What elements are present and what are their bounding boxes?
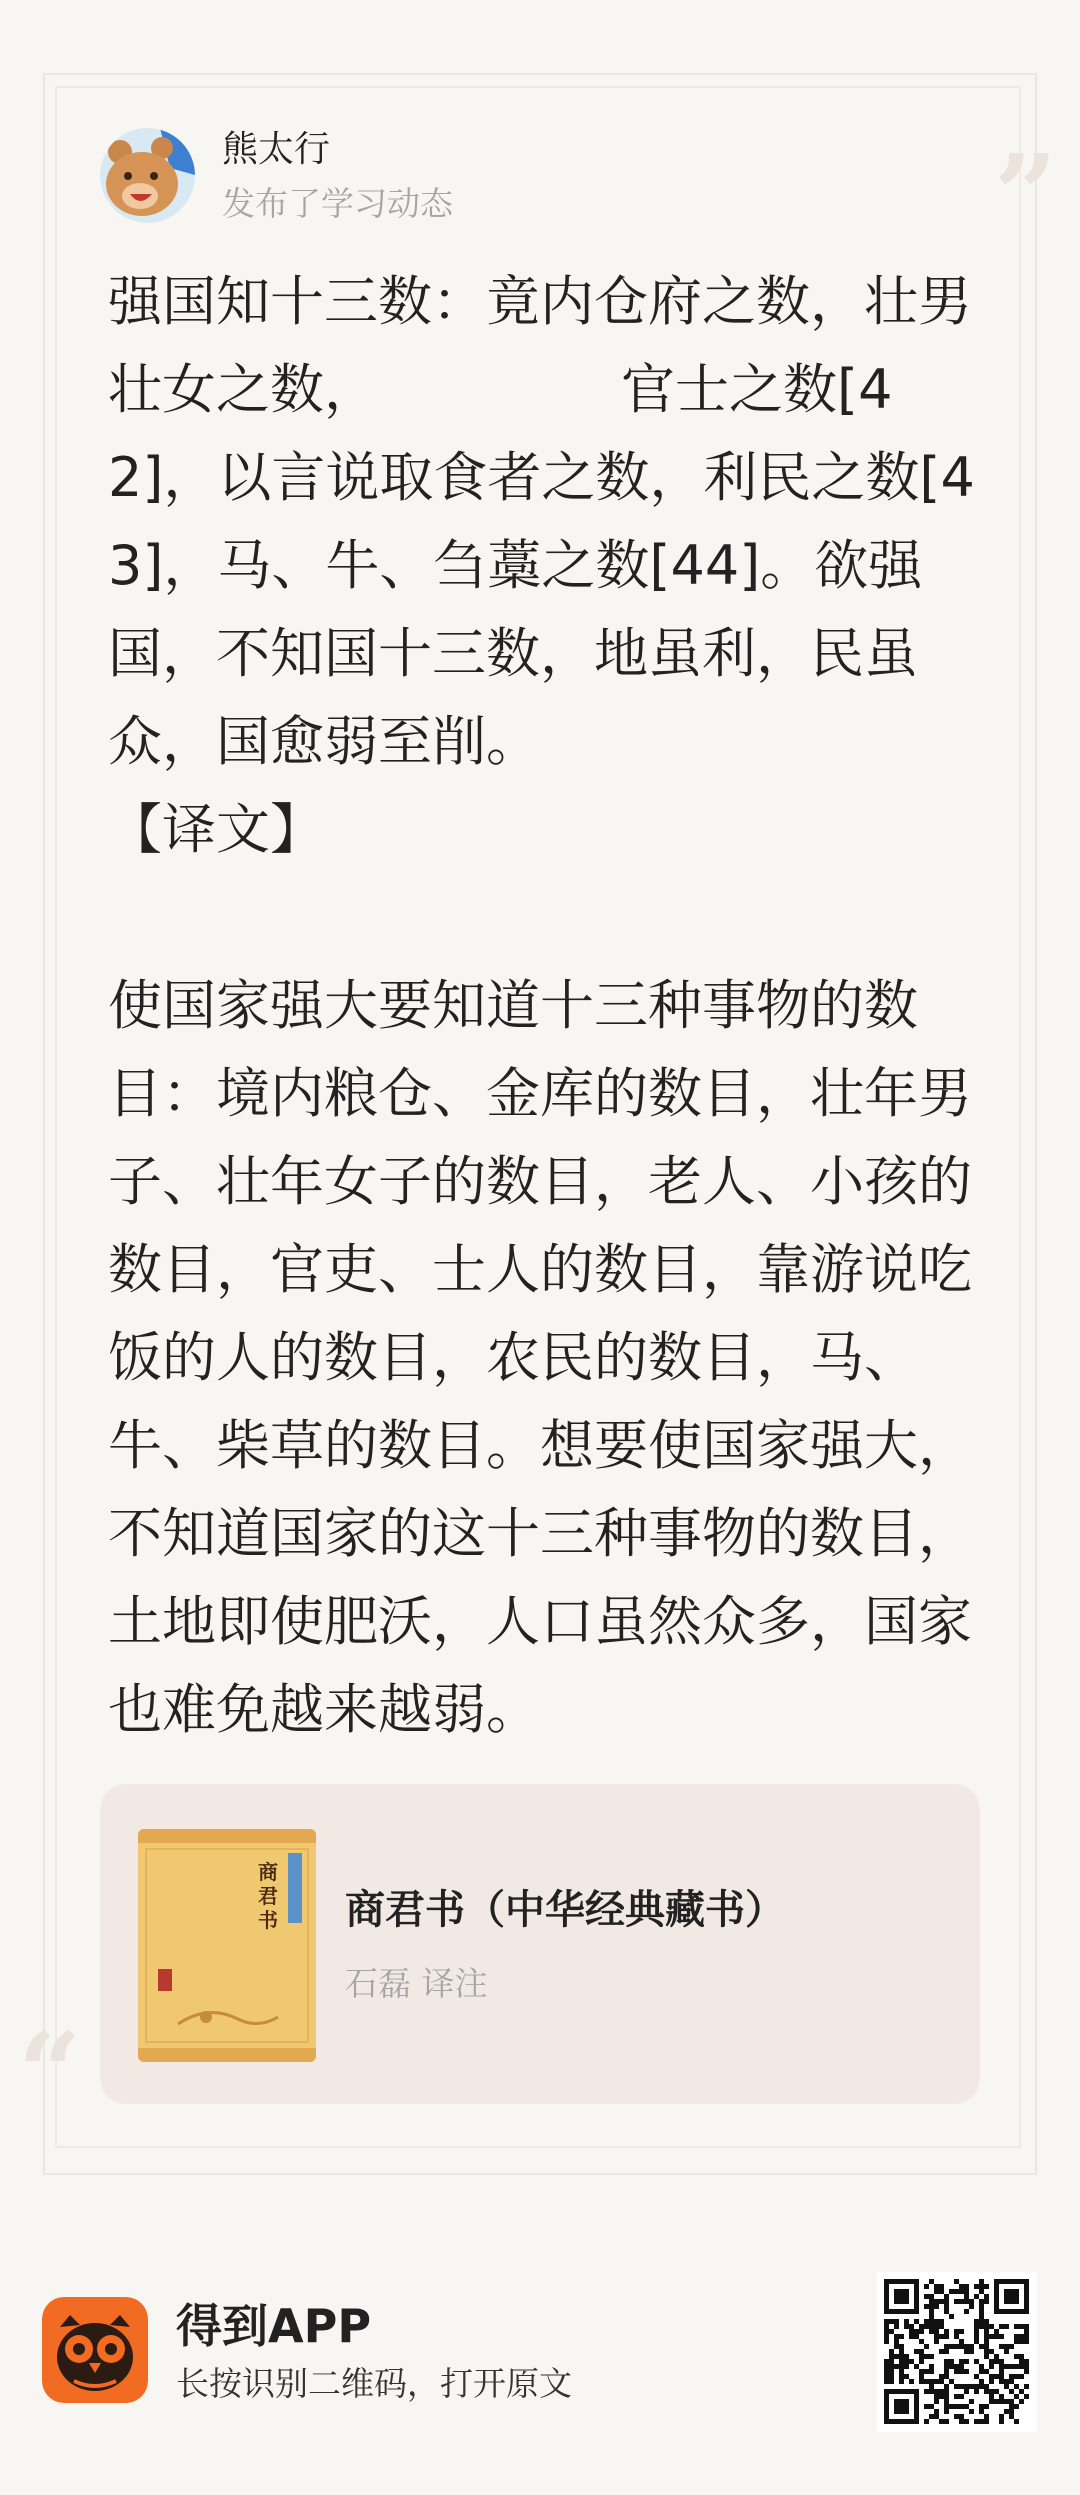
svg-text:书: 书 xyxy=(258,1908,278,1932)
svg-text:商: 商 xyxy=(258,1860,278,1884)
book-author: 石磊 译注 xyxy=(345,1964,488,2003)
author-action: 发布了学习动态 xyxy=(222,184,453,223)
avatar[interactable] xyxy=(100,128,195,223)
qr-code[interactable] xyxy=(877,2272,1037,2432)
book-cover-image xyxy=(138,1829,316,2062)
left-quote-icon: “ xyxy=(18,2008,82,2137)
svg-text:君: 君 xyxy=(258,1884,278,1908)
post-body: 强国知十三数：竟内仓府之数，壮男壮女之数， 官士之数[42]，以言说取食者之数，利民之数[43]，马、牛、刍藁之数[44]。欲强国，不知国十三数，地虽利，民虽众，国愈弱至削。 【译文】 使国家强大要知道十三种事物的数目：境内粮仓、金库的数目，壮年男子、壮年女子的数目，老人、小孩的数目，官吏、士人的数目，靠游说吃饭的人的数目，农民的数目，马、牛、柴草的数目。想要使国家强大，不知道国家的这十三种事物的数目，土地即使肥沃，人口虽然众多，国家也难免越来越弱。 xyxy=(108,270,975,1741)
app-name: 得到APP xyxy=(176,2299,372,2353)
book-cover[interactable] xyxy=(138,1829,316,2062)
app-logo[interactable] xyxy=(42,2297,148,2403)
owl-logo-icon xyxy=(42,2297,148,2403)
qr-code-icon xyxy=(877,2272,1037,2432)
author-name[interactable]: 熊太行 xyxy=(222,129,331,170)
book-title[interactable]: 商君书（中华经典藏书） xyxy=(345,1887,785,1933)
avatar-bear-icon xyxy=(100,128,195,223)
qr-hint: 长按识别二维码，打开原文 xyxy=(176,2364,572,2403)
right-quote-icon: ” xyxy=(994,130,1058,259)
